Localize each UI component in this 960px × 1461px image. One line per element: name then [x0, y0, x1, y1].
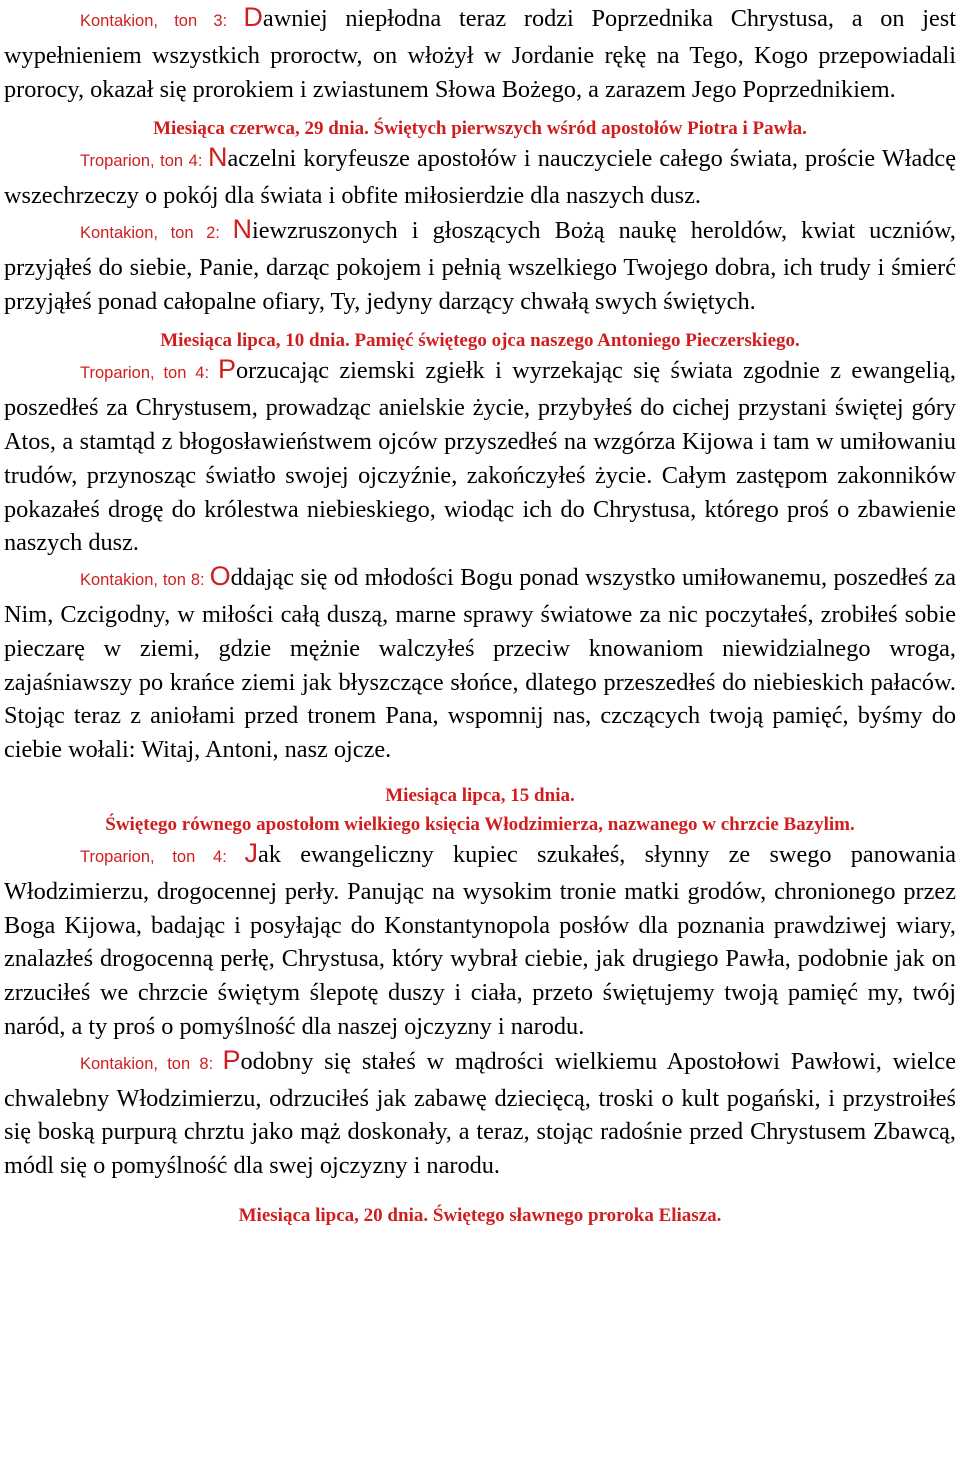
hymn-text: orzucając ziemski zgiełk i wyrzekając się świata zgodnie z ewangelią, poszedłeś za Chrystusem, prowadząc anielskie życie, przybyłeś do cichej przystani świętej góry Atos, a stamtąd z błogosławieństwem ojców przyszedłeś na wzgórza Kijowa i tam w umiłowaniu trudów, przynosząc światło swojej ojczyźnie, zakończyłeś życie. Całym zastępom zakonników pokazałeś drogę do królestwa niebieskiego, wiodąc ich do Chrystusa, którego proś o zbawienie naszych dusz. — [4, 357, 956, 557]
troparion-peter-paul — [4, 141, 956, 213]
kontakion-antony — [4, 560, 956, 767]
troparion-vladimir — [4, 837, 956, 1044]
kontakion-vladimir — [4, 1044, 956, 1183]
initial-letter: P — [217, 354, 236, 385]
rubric-label: Kontakion, ton 3: — [80, 12, 244, 30]
initial-letter: N — [207, 142, 228, 173]
feast-heading-peter-paul: Miesiąca czerwca, 29 dnia. Świętych pierwszych wśród apostołów Piotra i Pawła. — [153, 118, 807, 140]
hymn-text: iewzruszonych i głoszących Bożą naukę heroldów, kwiat uczniów, przyjąłeś do siebie, Panie, darząc pokojem i pełnią wszelkiego Twojego dobra, ich trudy i śmierć przyjąłeś ponad całopalne ofiary, Ty, jedyny darzący chwałą swych świętych. — [4, 216, 956, 315]
rubric-label: Troparion, ton 4: — [80, 152, 208, 171]
rubric-label: Kontakion, ton 8: — [80, 1054, 223, 1073]
feast-heading-elijah: Miesiąca lipca, 20 dnia. Świętego sławnego proroka Eliasza. — [238, 1204, 722, 1226]
hymn-text: ak ewangeliczny kupiec szukałeś, słynny ze swego panowania Włodzimierzu, drogocennej perły. Panując na wysokim tronie matki grodów, chronionego przez Boga Kijowa, badając i posyłając do Konstantynopola posłów dla poznania prawdziwej wiary, znalazłeś drogocenną perłę, Chrystusa, który wybrał ciebie, jak drugiego Pawła, podobnie jak on zrzuciłeś we chrzcie świętym ślepotę duszy i ciała, przeto świętujemy twoją pamięć my, twój naród, a ty proś o pomyślność dla naszej ojczyzny i narodu. — [4, 840, 957, 1040]
hymn-text: awniej niepłodna teraz rodzi Poprzednika Chrystusa, a on jest wypełnieniem wszystkich proroctw, on włożył w Jordanie rękę na Tego, Kogo przepowiadali prorocy, okazał się prorokiem i zwiastunem Słowa Bożego, a zarazem Jego Poprzednikiem. — [4, 5, 956, 103]
troparion-antony — [4, 353, 956, 560]
feast-heading-vladimir-date: Miesiąca lipca, 15 dnia. — [385, 784, 575, 806]
initial-letter: D — [243, 2, 263, 32]
rubric-label: Kontakion, ton 2: — [80, 223, 233, 242]
hymn-text: ddając się od młodości Bogu ponad wszystko umiłowanemu, poszedłeś za Nim, Czcigodny, w miłości całą duszą, marne sprawy światowe za nic poczytałeś, zrobiłeś sobie pieczarę w ziemi, gdzie mężnie walczyłeś przeciw knowaniom niewidzialnego wroga, zajaśniawszy po krańce ziemi jak błyszczące słońce, dlatego przeszedłeś do niebieskich pałaców. Stojąc teraz z aniołami przed tronem Pana, wspomnij nas, czczących twoją pamięć, byśmy do ciebie wołali: Witaj, Antoni, nasz ojcze. — [4, 564, 956, 764]
initial-letter: J — [244, 837, 259, 868]
kontakion-st-john — [4, 1, 956, 106]
rubric-label: Troparion, ton 4: — [80, 364, 218, 383]
feast-heading-vladimir-title: Świętego równego apostołom wielkiego księcia Włodzimierza, nazwanego w chrzcie Bazylim. — [105, 813, 855, 835]
document-page — [4, 0, 956, 1228]
initial-letter: O — [209, 561, 231, 592]
hymn-text: aczelni koryfeusze apostołów i nauczyciele całego świata, proście Władcę wszechrzeczy o pokój dla świata i obfite miłosierdzie dla naszych dusz. — [4, 145, 956, 210]
rubric-label: Troparion, ton 4: — [80, 847, 245, 866]
hymn-text: odobny się stałeś w mądrości wielkiemu Apostołowi Pawłowi, wielce chwalebny Włodzimierzu, odrzuciłeś jak zabawę dziecięcą, troski o kult pogański, i przystroiłeś się boską purpurą chrztu jako mąż doskonały, a teraz, stojąc radośnie przed Chrystusem Zbawcą, módl się o pomyślność dla swej ojczyzny i narodu. — [4, 1047, 956, 1180]
feast-heading-antony: Miesiąca lipca, 10 dnia. Pamięć świętego ojca naszego Antoniego Pieczerskiego. — [160, 330, 800, 352]
initial-letter: P — [222, 1044, 241, 1075]
initial-letter: N — [232, 213, 252, 244]
kontakion-peter-paul — [4, 213, 956, 318]
rubric-label: Kontakion, ton 8: — [80, 571, 210, 590]
